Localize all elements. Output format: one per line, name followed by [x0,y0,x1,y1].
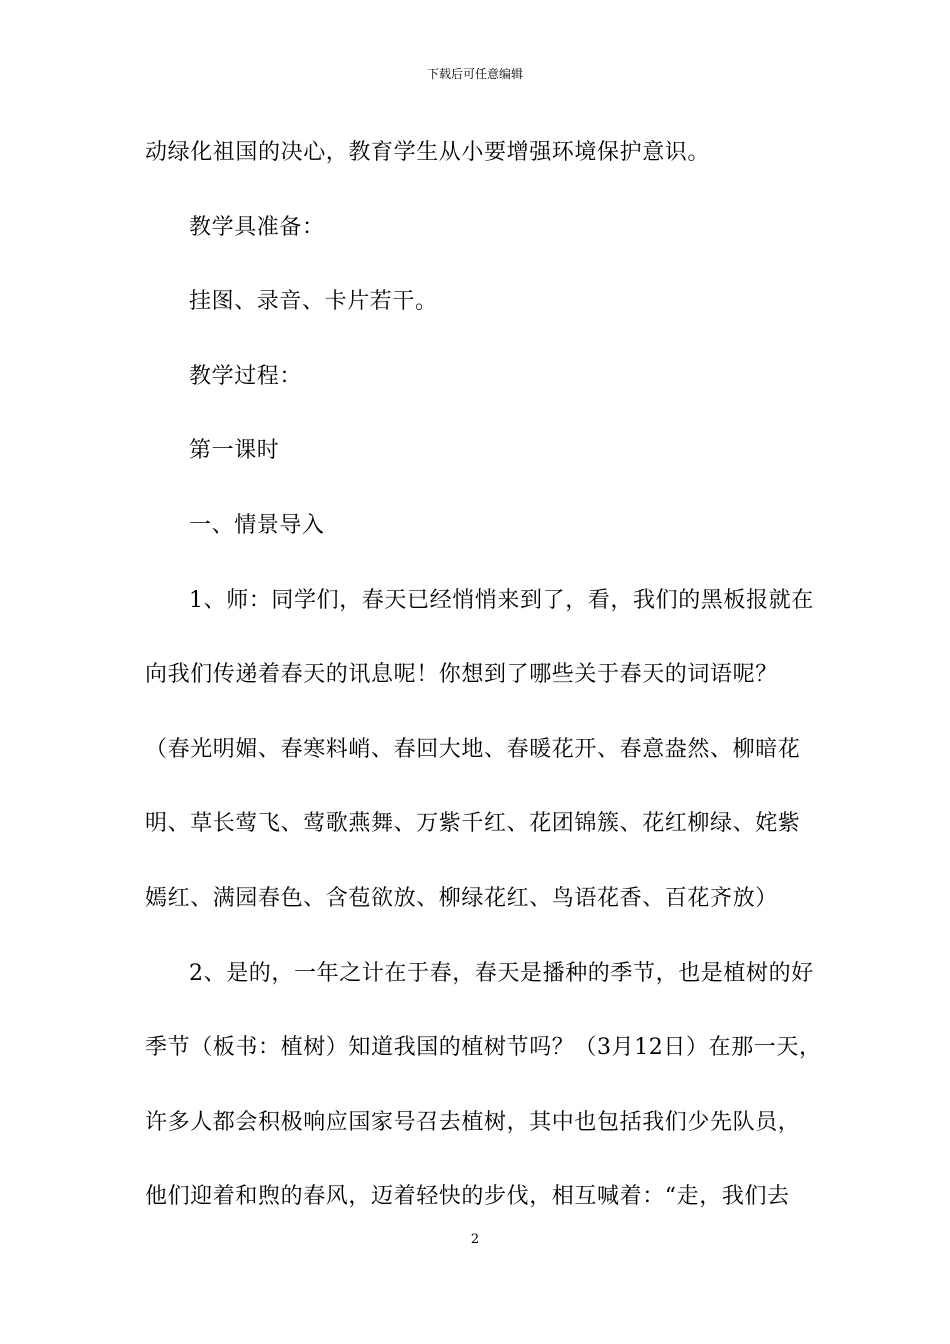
paragraph-line: 教学具准备： [189,214,325,240]
paragraph-line: 1、师：同学们，春天已经悄悄来到了，看，我们的黑板报就在 [189,587,814,613]
paragraph-line: 第一课时 [189,438,280,464]
paragraph-line: 许多人都会积极响应国家号召去植树，其中也包括我们少先队员， [145,1109,801,1135]
paragraph-line: 明、草长莺飞、莺歌燕舞、万紫千红、花团锦簇、花红柳绿、姹紫 [145,811,801,837]
paragraph-line: （春光明媚、春寒料峭、春回大地、春暖花开、春意盎然、柳暗花 [145,736,801,762]
paragraph-line: 挂图、录音、卡片若干。 [189,289,438,315]
document-body [145,130,825,1249]
paragraph-line: 季节（板书：植树）知道我国的植树节吗？（3月12日）在那一天， [145,1035,822,1061]
paragraph-line: 教学过程： [189,363,303,389]
paragraph-line: 向我们传递着春天的讯息呢！你想到了哪些关于春天的词语呢？ [145,662,778,688]
paragraph-line: 一、情景导入 [189,512,325,538]
paragraph-line: 嫣红、满园春色、含苞欲放、柳绿花红、鸟语花香、百花齐放） [145,885,778,911]
paragraph-line: 动绿化祖国的决心，教育学生从小要增强环境保护意识。 [145,140,711,165]
page-header: 下载后可任意编辑 [426,67,523,81]
paragraph-line: 2、是的，一年之计在于春，春天是播种的季节，也是植树的好 [189,960,814,986]
paragraph-line: 他们迎着和煦的春风，迈着轻快的步伐，相互喊着：“走，我们去 [145,1184,790,1210]
page-number: 2 [470,1232,480,1247]
